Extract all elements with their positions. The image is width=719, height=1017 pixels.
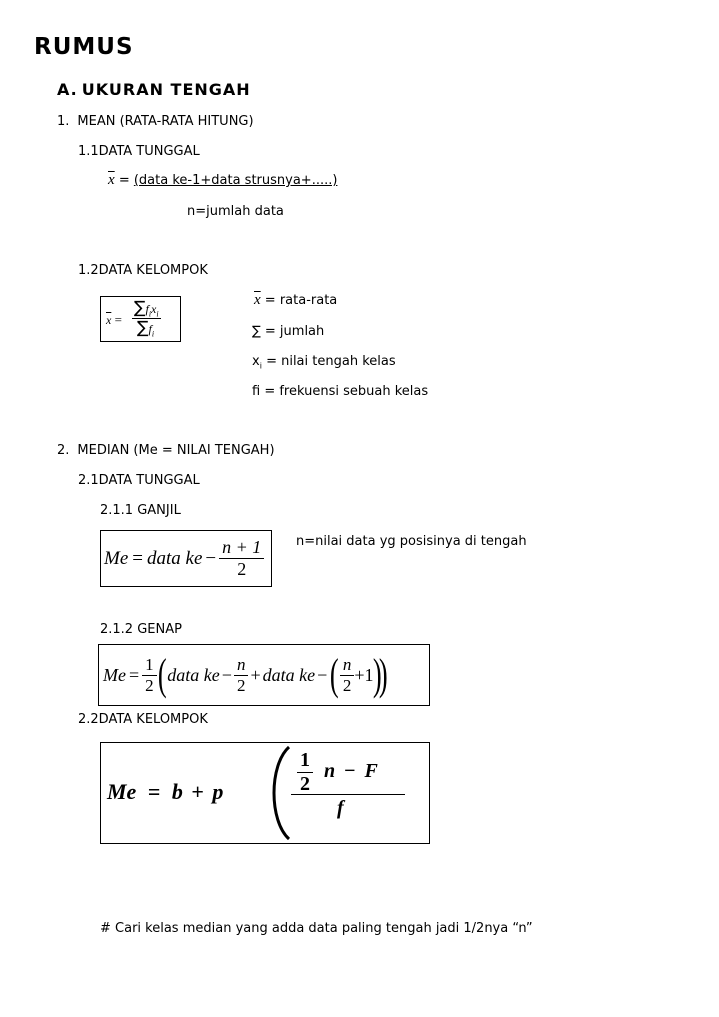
left-paren-large (267, 745, 293, 841)
s212-heading: 2.1.2 GENAP (100, 622, 182, 637)
legend-xi: $x_i$ = nilai tengah kelas (252, 354, 396, 371)
section-letter: A. (57, 80, 78, 99)
legend-mean: $\overline{x}$ = rata-rata (254, 292, 338, 308)
legend-fi: fi = frekuensi sebuah kelas (252, 384, 429, 399)
s211-heading: 2.1.1 GANJIL (100, 503, 181, 518)
section-a-heading (57, 80, 251, 99)
s22-heading: 2.2DATA KELOMPOK (78, 712, 208, 727)
s12-heading: 1.2DATA KELOMPOK (78, 263, 208, 278)
s11-formula-line: $\overline{x}$ = (data ke-1+data strusnya+.....) (108, 172, 338, 188)
s22-fraction-bar (291, 794, 405, 795)
s22-formula-box: Me = b + p $\frac{1}{2}$ n − F f (100, 742, 430, 844)
legend-sum: ∑ = jumlah (252, 324, 325, 339)
s11-denominator: n=jumlah data (187, 204, 284, 219)
section-label: UKURAN TENGAH (81, 80, 251, 99)
s11-heading: 1.1DATA TUNGGAL (78, 144, 200, 159)
item2-heading: 2. MEDIAN (Me = NILAI TENGAH) (57, 443, 275, 458)
xbar-symbol: $\overline{x}$ (108, 172, 115, 188)
page-title: RUMUS (34, 34, 134, 60)
item1-heading: 1. MEAN (RATA-RATA HITUNG) (57, 114, 254, 129)
s11-numerator: (data ke-1+data strusnya+.....) (133, 173, 338, 188)
footnote: # Cari kelas median yang adda data paling tengah jadi 1/2nya “n” (100, 921, 533, 936)
s211-formula-box: Me = data ke − $\frac{n + 1}{2}$ (100, 530, 272, 587)
s21-heading: 2.1DATA TUNGGAL (78, 473, 200, 488)
s211-note: n=nilai data yg posisinya di tengah (296, 534, 527, 549)
s12-formula-box: $\overline{x}$ = $\sum f_ix_i$ $\sum f_i$ (100, 296, 181, 342)
s212-formula-box: Me = $\frac{1}{2}$ ( data ke − $\frac{n}{2}$ + data ke − ( $\frac{n}{2}$ +1 ) ) (98, 644, 430, 706)
